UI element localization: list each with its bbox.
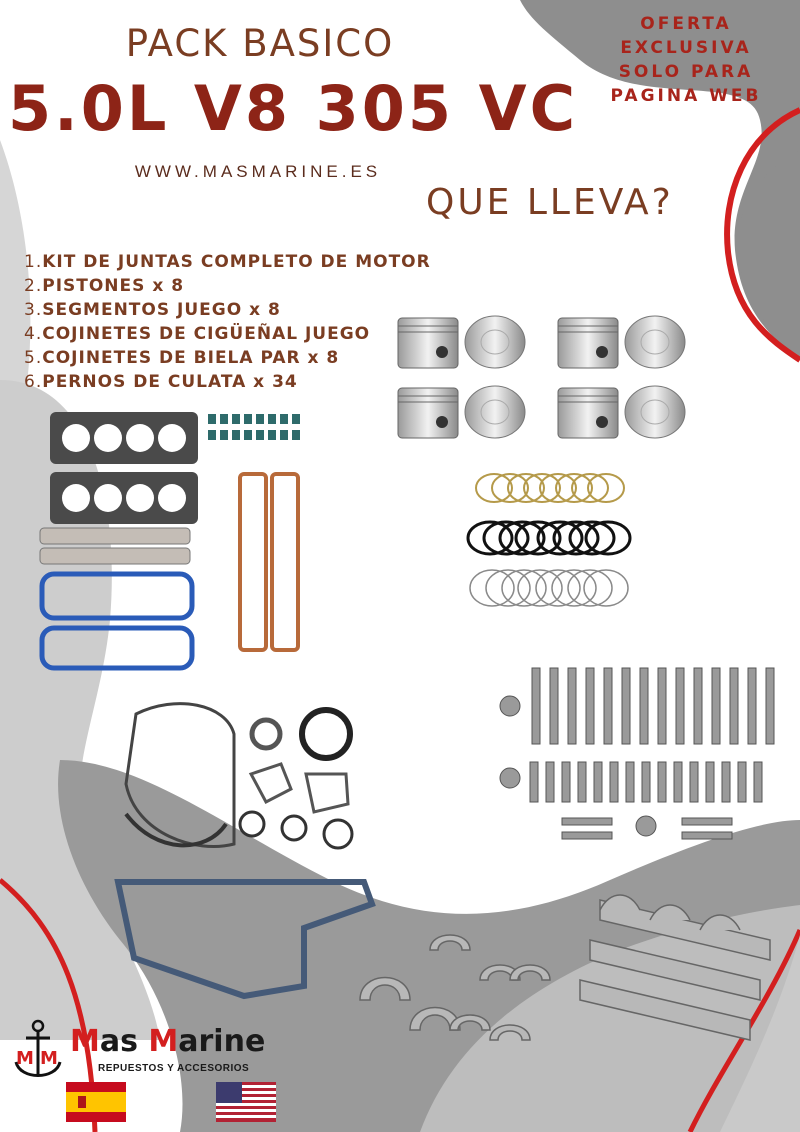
item-label: SEGMENTOS JUEGO x 8 bbox=[42, 300, 281, 320]
website-url: WWW.MASMARINE.ES bbox=[134, 162, 382, 181]
item-label: KIT DE JUNTAS COMPLETO DE MOTOR bbox=[42, 252, 431, 272]
head-bolts-image bbox=[496, 662, 786, 852]
offer-badge bbox=[598, 12, 774, 108]
brand-subtitle: REPUESTOS Y ACCESORIOS bbox=[98, 1063, 250, 1074]
offer-line: OFERTA bbox=[640, 14, 732, 34]
list-item bbox=[24, 274, 464, 298]
offer-line: PAGINA WEB bbox=[610, 86, 762, 106]
timing-gaskets-image bbox=[116, 694, 366, 874]
pistons-image bbox=[392, 310, 692, 450]
oil-pan-gasket-image bbox=[104, 868, 384, 1008]
item-number: 2. bbox=[24, 276, 43, 296]
gasket-kit-image bbox=[36, 404, 336, 674]
brand-name-initial-2: M bbox=[148, 1024, 179, 1059]
bearings-image bbox=[350, 880, 790, 1080]
svg-text:M: M bbox=[16, 1048, 34, 1069]
item-label: PERNOS DE CULATA x 34 bbox=[42, 372, 298, 392]
brand-name-part2-rest: arine bbox=[178, 1024, 266, 1059]
item-number: 4. bbox=[24, 324, 43, 344]
anchor-logo-icon bbox=[10, 1018, 66, 1084]
offer-line: EXCLUSIVA bbox=[620, 38, 752, 58]
usa-flag-icon bbox=[216, 1082, 276, 1122]
model-title: 5.0L V8 305 VC bbox=[8, 72, 579, 145]
item-number: 6. bbox=[24, 372, 43, 392]
brand-name-initial: M bbox=[70, 1024, 100, 1059]
offer-line: SOLO PARA bbox=[618, 62, 754, 82]
item-label: COJINETES DE BIELA PAR x 8 bbox=[42, 348, 340, 368]
pack-title: PACK BASICO bbox=[125, 22, 395, 65]
item-number: 3. bbox=[24, 300, 43, 320]
question-heading: QUE LLEVA? bbox=[426, 182, 674, 223]
item-number: 1. bbox=[24, 252, 43, 272]
spain-flag-icon bbox=[66, 1082, 126, 1122]
list-item bbox=[24, 250, 464, 274]
svg-text:M: M bbox=[40, 1048, 58, 1069]
brand-block bbox=[70, 1024, 310, 1074]
item-number: 5. bbox=[24, 348, 43, 368]
item-label: PISTONES x 8 bbox=[42, 276, 185, 296]
item-label: COJINETES DE CIGÜEÑAL JUEGO bbox=[42, 324, 371, 344]
brand-name bbox=[70, 1024, 310, 1059]
piston-rings-image bbox=[460, 462, 640, 612]
brand-name-part1-rest: as bbox=[99, 1024, 149, 1059]
